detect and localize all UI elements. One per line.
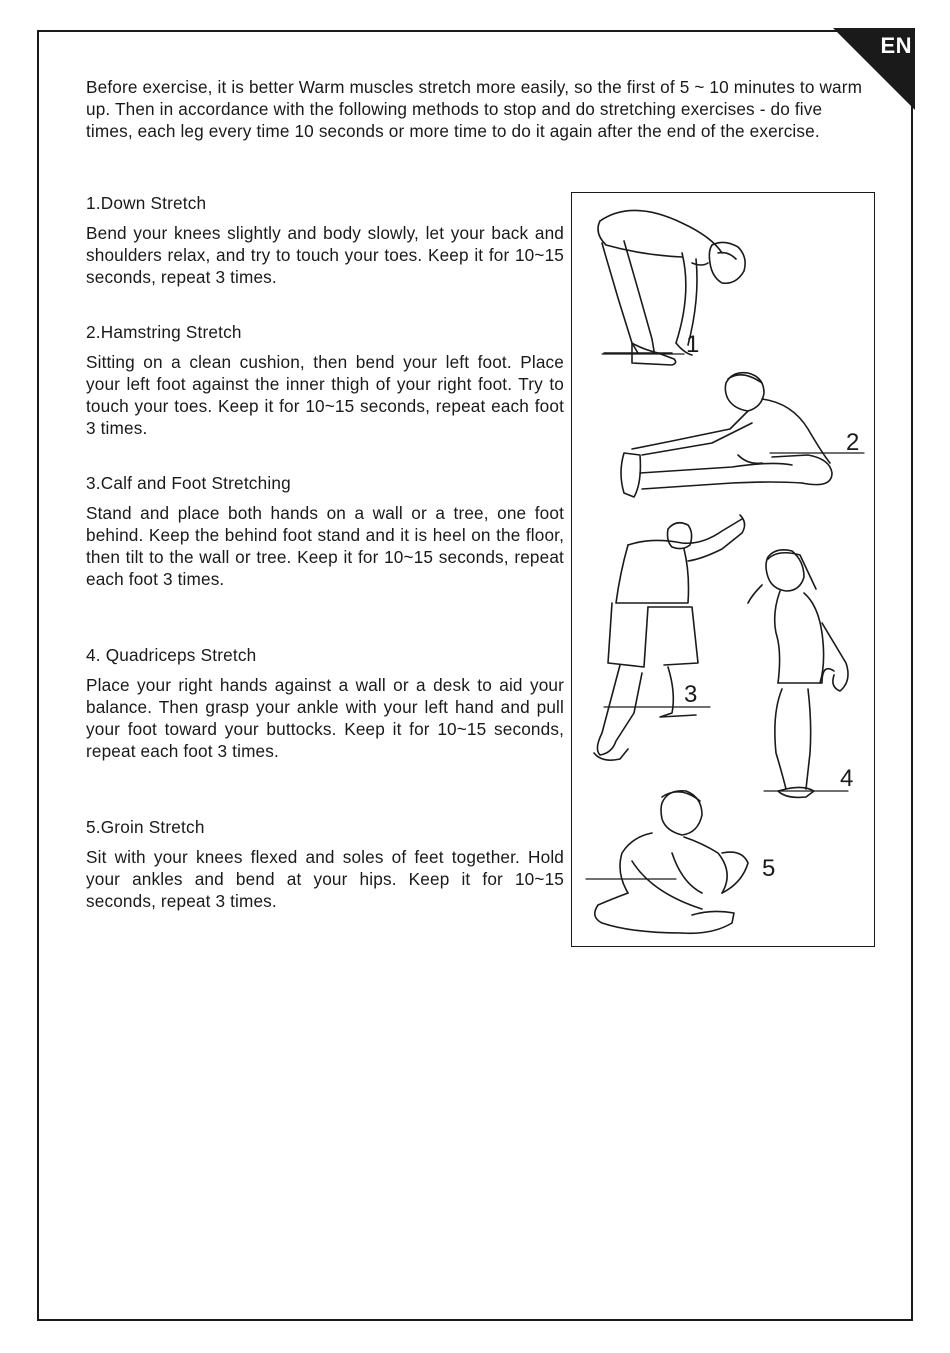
down-stretch-illustration <box>598 210 745 365</box>
section-body: Bend your knees slightly and body slowly, let your back and shoulders relax, and try to touch your toes. Keep it for 10~15 seconds, repeat 3 times. <box>86 223 564 287</box>
section-title: 1.Down Stretch <box>86 193 207 213</box>
calf-stretch-illustration <box>594 515 745 760</box>
section-body: Stand and place both hands on a wall or a tree, one foot behind. Keep the behind foot stand and it is heel on the floor, then tilt to the wall or tree. Keep it for 10~15 seconds, repeat each foot 3 times. <box>86 503 564 589</box>
section-groin-stretch <box>86 816 564 912</box>
section-title: 4. Quadriceps Stretch <box>86 645 257 665</box>
stretch-illustrations-panel <box>571 192 875 947</box>
figure-number-4: 4 <box>840 765 854 792</box>
hamstring-stretch-illustration <box>621 373 832 497</box>
section-quadriceps-stretch <box>86 644 564 762</box>
section-body: Sitting on a clean cushion, then bend your left foot. Place your left foot against the inner thigh of your right foot. Try to touch your toes. Keep it for 10~15 seconds, repeat each foot 3 times. <box>86 352 564 438</box>
figure-number-3: 3 <box>684 681 698 708</box>
section-title: 3.Calf and Foot Stretching <box>86 473 291 493</box>
figure-number-1: 1 <box>686 331 700 358</box>
intro-paragraph: Before exercise, it is better Warm muscles stretch more easily, so the first of 5 ~ 10 minutes to warm up. Then in accordance with the following methods to stop and do stretching exercises - do five times, each leg every time 10 seconds or more time to do it again after the end of the exercise. <box>86 77 863 141</box>
figure-number-2: 2 <box>846 429 860 456</box>
section-title: 2.Hamstring Stretch <box>86 322 242 342</box>
language-label: EN <box>880 33 912 58</box>
section-down-stretch <box>86 192 564 288</box>
section-body: Sit with your knees flexed and soles of feet together. Hold your ankles and bend at your hips. Keep it for 10~15 seconds, repeat 3 times. <box>86 847 564 911</box>
section-body: Place your right hands against a wall or a desk to aid your balance. Then grasp your ankle with your left hand and pull your foot toward your buttocks. Keep it for 10~15 seconds, repeat each foot 3 times. <box>86 675 564 761</box>
section-title: 5.Groin Stretch <box>86 817 205 837</box>
section-calf-foot-stretching <box>86 472 564 590</box>
section-hamstring-stretch <box>86 321 564 439</box>
groin-stretch-illustration <box>595 791 748 934</box>
quadriceps-stretch-illustration <box>748 550 848 798</box>
figure-number-5: 5 <box>762 855 776 882</box>
